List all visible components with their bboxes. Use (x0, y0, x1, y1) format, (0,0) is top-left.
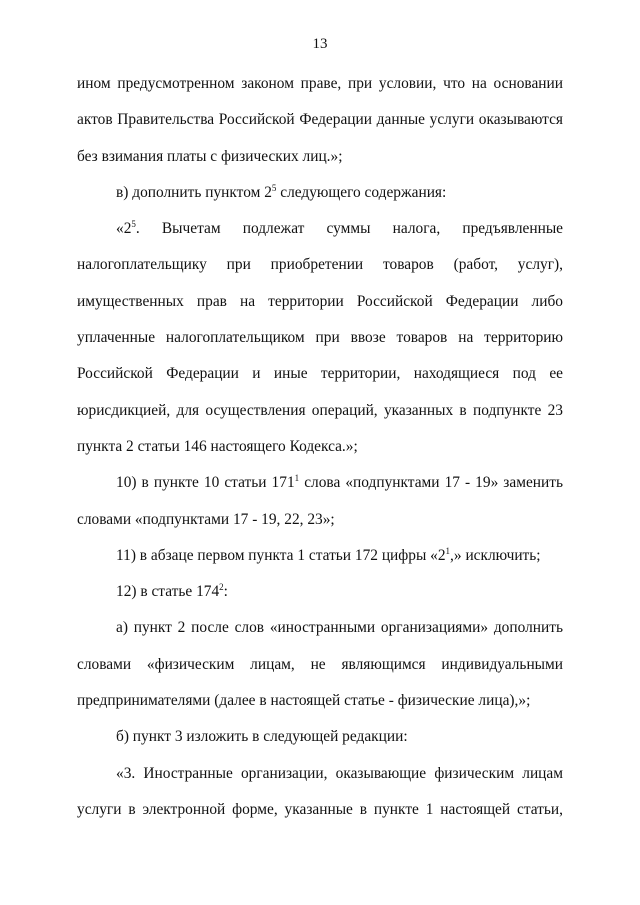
text-run: словами «подпунктами 17 - 19, 22, 23»; (77, 510, 335, 528)
text-line (77, 473, 563, 509)
text-line (77, 364, 563, 400)
text-line (77, 437, 563, 473)
text-run: пункта 2 статьи 146 настоящего Кодекса.»; (77, 437, 358, 455)
text-line (77, 328, 563, 364)
document-body (77, 74, 563, 836)
text-line (77, 691, 563, 727)
text-run: Российской Федерации и иные территории, находящиеся под ее (77, 365, 563, 383)
text-line (77, 183, 563, 219)
text-run: в) дополнить пунктом 2 (116, 183, 272, 201)
text-line (77, 292, 563, 328)
page-number: 13 (312, 36, 328, 52)
text-line (77, 764, 563, 800)
text-run: ином предусмотренном законом праве, при условии, что на основании (77, 75, 563, 92)
text-line (77, 110, 563, 146)
text-line (77, 582, 563, 618)
text-run: ,» исключить; (450, 546, 541, 564)
text-run: «2 (116, 220, 132, 238)
text-run: имущественных прав на территории Российской Федерации либо (77, 292, 563, 310)
text-line (77, 618, 563, 654)
text-run: . Вычетам подлежат суммы налога, предъявленные (135, 220, 563, 238)
text-run: 12) в статье 174 (116, 583, 220, 601)
text-run: слова «подпунктами 17 - 19» заменить (299, 474, 564, 492)
text-line (77, 219, 563, 255)
text-run: 10) в пункте 10 статьи 171 (116, 474, 295, 492)
text-run: услуги в электронной форме, указанные в пункте 1 настоящей статьи, (77, 800, 563, 818)
text-run: предпринимателями (далее в настоящей статье - физические лица),»; (77, 692, 531, 710)
text-run: юрисдикцией, для осуществления операций, указанных в подпункте 23 (77, 401, 563, 419)
text-run: следующего содержания: (276, 183, 447, 201)
superscript: 5 (271, 182, 277, 193)
text-run: «3. Иностранные организации, оказывающие физическим лицам (116, 764, 563, 782)
text-run: уплаченные налогоплательщиком при ввозе товаров на территорию (77, 329, 563, 347)
text-run: : (223, 583, 228, 601)
superscript: 2 (219, 582, 224, 593)
text-run: актов Правительства Российской Федерации данные услуги оказываются (77, 111, 563, 129)
text-line (77, 727, 563, 763)
text-line (77, 74, 563, 110)
superscript: 1 (294, 473, 300, 484)
text-run: б) пункт 3 изложить в следующей редакции: (116, 728, 408, 746)
text-run: 11) в абзаце первом пункта 1 статьи 172 цифры «2 (116, 546, 446, 564)
text-line (77, 546, 563, 582)
text-run: а) пункт 2 после слов «иностранными организациями» дополнить (116, 619, 563, 637)
superscript: 1 (445, 545, 451, 556)
text-line (77, 510, 563, 546)
superscript: 5 (131, 219, 136, 230)
text-line (77, 401, 563, 437)
text-run: без взимания платы с физических лиц.»; (77, 147, 343, 165)
text-run: словами «физическим лицам, не являющимся индивидуальными (77, 655, 563, 673)
text-line (77, 655, 563, 691)
text-line (77, 800, 563, 836)
text-line (77, 255, 563, 291)
text-line (77, 147, 563, 183)
text-run: налогоплательщику при приобретении товаров (работ, услуг), (77, 256, 563, 274)
